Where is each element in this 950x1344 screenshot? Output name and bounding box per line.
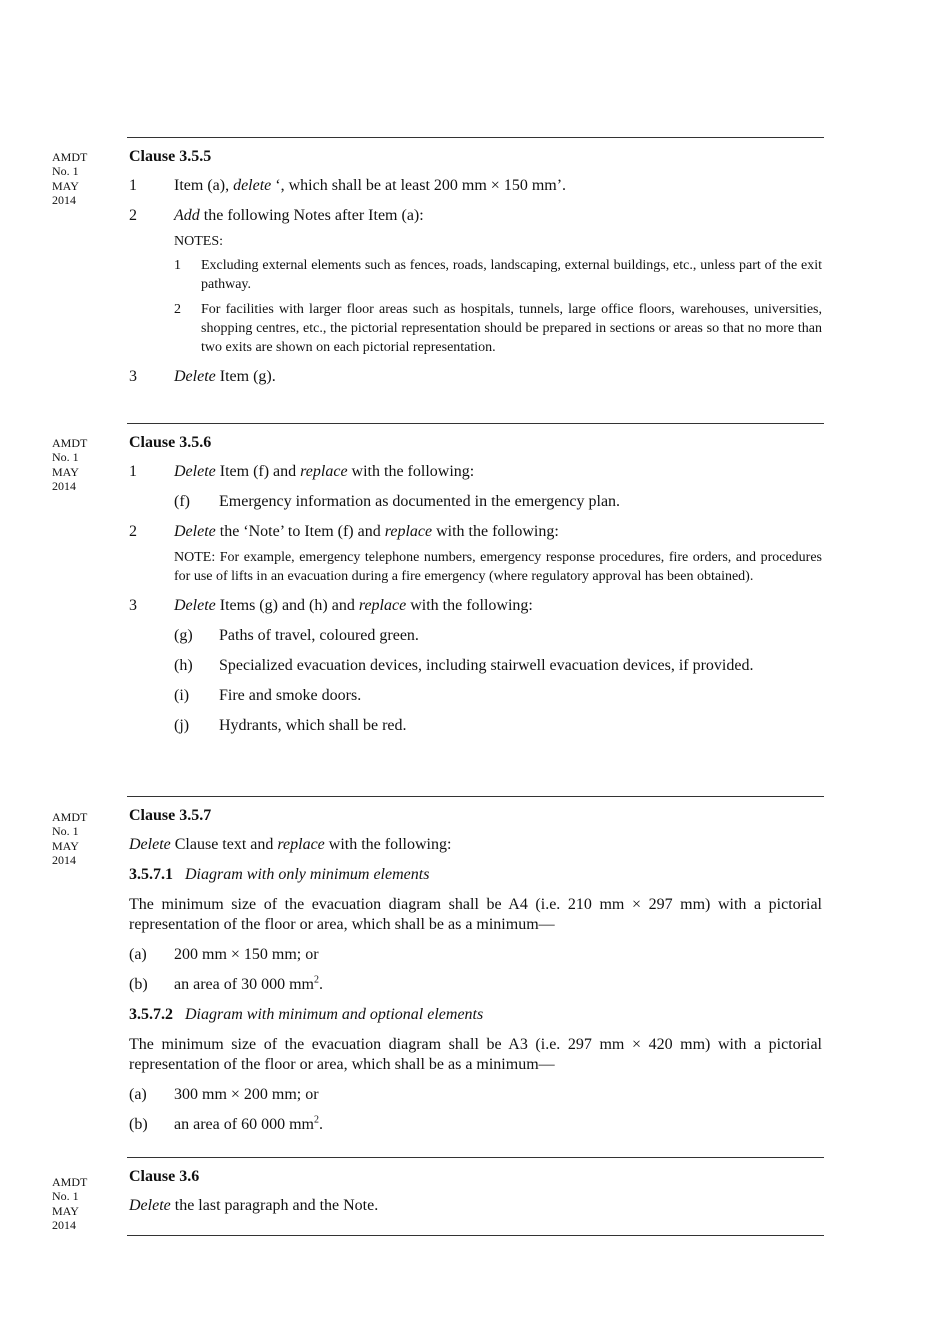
divider-rule — [127, 1235, 824, 1236]
clause-3-5-6 — [129, 434, 822, 736]
list-item: (b) an area of 30 000 $mm^2$. — [129, 974, 323, 993]
sub-item: (j) Hydrants, which shall be red. — [174, 717, 407, 734]
note-item: 2 For facilities with larger floor areas such as hospitals, tunnels, large office floors, warehouses, universities, shopping centres, etc., the pictorial representation should be prepared in sections or areas so that no more than two exits are shown on each pictorial representation. — [174, 302, 822, 355]
amendment-item: 1 Delete Item (f) and replace with the following: — [129, 463, 475, 480]
divider-rule — [127, 1157, 824, 1158]
amendment-margin-note: AMDT No. 1 MAY 2014 — [52, 436, 88, 493]
clause-title: Clause 3.5.5 — [129, 148, 212, 165]
subclause-heading: 3.5.7.2 Diagram with minimum and optional elements — [129, 1006, 484, 1023]
notes-label: NOTES: — [174, 234, 223, 249]
divider-rule — [127, 137, 824, 138]
divider-rule — [127, 423, 824, 424]
clause-text: Delete the last paragraph and the Note. — [129, 1197, 379, 1214]
list-item: (b) an area of 60 000 $mm^2$. — [129, 1114, 323, 1133]
sub-item: (h) Specialized evacuation devices, including stairwell evacuation devices, if provided. — [174, 657, 754, 674]
amendment-item: 3 Delete Items (g) and (h) and replace with the following: — [129, 597, 533, 614]
note-text: NOTE: For example, emergency telephone numbers, emergency response procedures, fire orders, and procedures for use of lifts in an evacuation during a fire emergency (where regulatory approval has been obtained). — [174, 550, 822, 584]
divider-rule — [127, 796, 824, 797]
subclause-paragraph: The minimum size of the evacuation diagram shall be A4 (i.e. 210 mm × 297 mm) with a pictorial representation of the floor or area, which shall be as a minimum— — [129, 896, 822, 933]
subclause-paragraph: The minimum size of the evacuation diagram shall be A3 (i.e. 297 mm × 420 mm) with a pictorial representation of the floor or area, which shall be as a minimum— — [129, 1036, 822, 1073]
amendment-margin-note: AMDT No. 1 MAY 2014 — [52, 150, 88, 207]
sub-item: (f) Emergency information as documented in the emergency plan. — [174, 493, 621, 510]
clause-intro: Delete Clause text and replace with the following: — [129, 836, 452, 853]
subclause-heading: 3.5.7.1 Diagram with only minimum elements — [129, 866, 430, 883]
note-item: 1 Excluding external elements such as fences, roads, landscaping, external buildings, etc., unless part of the exit pathway. — [174, 258, 822, 292]
clause-title: Clause 3.5.7 — [129, 807, 212, 824]
amendment-item: 2 Delete the ‘Note’ to Item (f) and replace with the following: — [129, 523, 559, 540]
list-item: (a) 300 mm × 200 mm; or — [129, 1086, 319, 1103]
clause-title: Clause 3.6 — [129, 1168, 200, 1185]
amendment-item: 2 Add the following Notes after Item (a): — [129, 207, 424, 224]
amendment-margin-note: AMDT No. 1 MAY 2014 — [52, 810, 88, 867]
amendment-margin-note: AMDT No. 1 MAY 2014 — [52, 1175, 88, 1232]
amendment-item: 3 Delete Item (g). — [129, 368, 276, 385]
clause-3-5-7 — [129, 807, 822, 1135]
clause-title: Clause 3.5.6 — [129, 434, 212, 451]
list-item: (a) 200 mm × 150 mm; or — [129, 946, 319, 963]
sub-item: (i) Fire and smoke doors. — [174, 687, 362, 704]
clause-3-6 — [129, 1168, 822, 1216]
amendment-item: 1 Item (a), delete ‘, which shall be at least 200 mm × 150 mm’. — [129, 177, 567, 194]
sub-item: (g) Paths of travel, coloured green. — [174, 627, 419, 644]
clause-3-5-5 — [129, 148, 822, 387]
